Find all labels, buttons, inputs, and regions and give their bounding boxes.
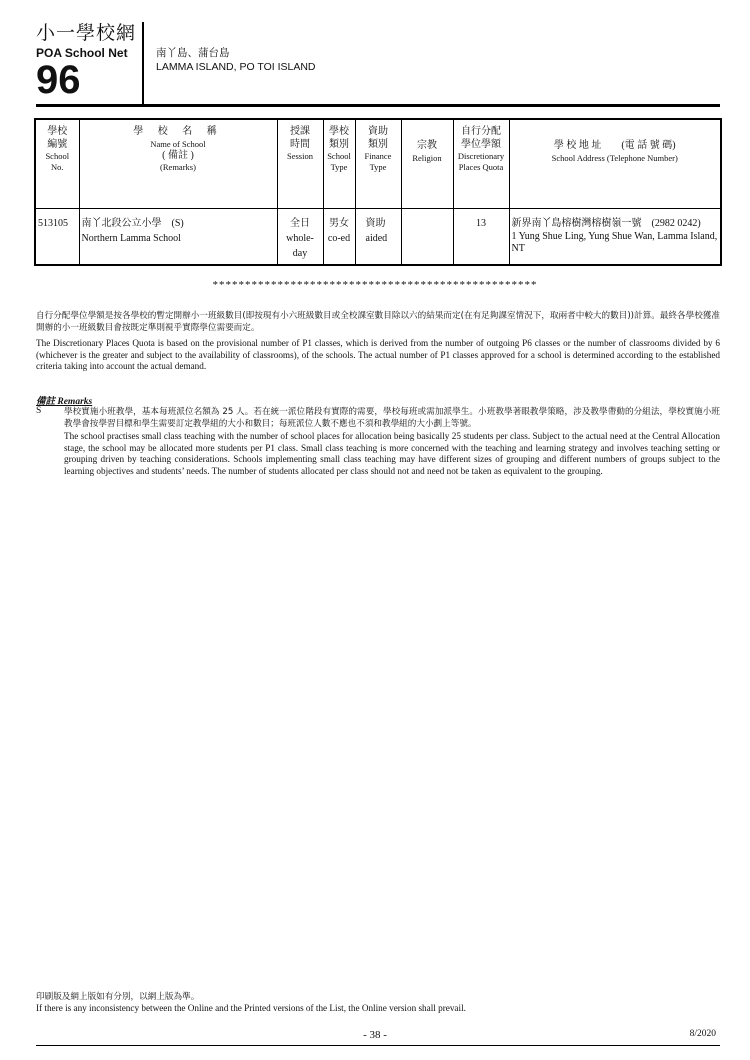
footer-note-zh: 印刷版及網上版如有分別，以網上版為準。 xyxy=(36,992,200,1002)
col-school-type: 學校 類別 School Type xyxy=(323,119,355,209)
footer-rule xyxy=(36,1045,720,1046)
col-school-name: 學 校 名 稱 Name of School ( 備註 ) (Remarks) xyxy=(79,119,277,209)
district-en: LAMMA ISLAND, PO TOI ISLAND xyxy=(156,61,316,73)
religion-cell xyxy=(401,209,453,266)
remark-en: The school practises small class teaching with the number of school places for allocation being basically 25 students per class. Subject to the actual need at the Central Allocation stage, the school may be allocated more students per P1 class. Small class teaching is more concerned with the teaching and learning strategy and involves teaching setting or grouping driven by teaching considerations. Schools implementing small class teaching may have different sizes of grouping and different numbers of groups subject to the learning objectives and students’ needs. The number of students allocated per class should not and need not be taken as equivalent to the grouping. xyxy=(64,431,720,476)
page-number: - 38 - xyxy=(363,1029,387,1041)
title-en: POA School Net xyxy=(36,46,128,60)
address-en: 1 Yung Shue Ling, Yung Shue Wan, Lamma Island, NT xyxy=(511,231,718,254)
edition-date: 8/2020 xyxy=(689,1029,716,1039)
separator: ************************************************** xyxy=(212,279,538,291)
district-header xyxy=(156,46,316,74)
table-row xyxy=(35,209,721,266)
remark-zh: 學校實施小班教學，基本每班派位名額為 25 人。若在統一派位階段有實際的需要，學校每班或需加派學生。小班教學著眼教學策略，涉及教學帶動的分組法，學校實施小班教學會按學習目標和學生需要訂定教學組的大小和數目；每班派位人數不應也不須和教學組的大小劃上等號。 xyxy=(64,407,720,429)
col-session: 授課 時間 Session xyxy=(277,119,323,209)
address-zh: 新界南丫島榕樹灣榕樹嶺一號 (2982 0242) xyxy=(511,218,701,229)
title-zh: 小一學校網 xyxy=(36,22,137,44)
school-no-cell: 513105 xyxy=(35,209,79,266)
school-name-zh: 南丫北段公立小學 (S) xyxy=(81,218,184,229)
school-type-cell: 男女 co-ed xyxy=(323,209,355,266)
dp-note-zh: 自行分配學位學額是按各學校的暫定開辦小一班級數目(即按現有小六班級數目或全校課室數目除以六的結果而定(在有足夠課室情況下，取兩者中較大的數目))計算。最終各學校獲准開辦的小一班級數目會按既定準則視乎實際學位需要而定。 xyxy=(36,311,720,333)
dp-note-en: The Discretionary Places Quota is based on the provisional number of P1 classes, which is derived from the number of outgoing P6 classes or the number of classrooms divided by 6 (whichever is the greater and subject to the availability of classrooms), of the schools. The actual number of P1 classes approved for a school is determined according to the established criteria taking into account the actual demand. xyxy=(36,338,720,371)
school-net-header xyxy=(36,22,144,104)
finance-type-cell: 資助 aided xyxy=(355,209,401,266)
remark-body xyxy=(64,406,720,477)
session-cell: 全日 whole-day xyxy=(277,209,323,266)
remark-key: S xyxy=(36,406,42,416)
col-finance-type: 資助 類別 Finance Type xyxy=(355,119,401,209)
remarks-heading: 備註 Remarks xyxy=(36,397,93,407)
district-zh: 南丫島、蒲台島 xyxy=(156,47,230,59)
school-name-cell xyxy=(79,209,277,266)
footer-note-en: If there is any inconsistency between the Online and the Printed versions of the List, the Online version shall prevail. xyxy=(36,1003,466,1013)
table-header-row xyxy=(35,119,721,209)
col-school-no: 學校 編號 School No. xyxy=(35,119,79,209)
header-rule xyxy=(36,104,720,107)
col-religion: 宗教 Religion xyxy=(401,119,453,209)
dp-quota-cell: 13 xyxy=(453,209,509,266)
col-dp-quota: 自行分配 學位學額 Discretionary Places Quota xyxy=(453,119,509,209)
school-net-number: 96 xyxy=(36,58,81,102)
address-cell xyxy=(509,209,721,266)
school-name-en: Northern Lamma School xyxy=(81,233,181,244)
col-address: 學 校 地 址 (電 話 號 碼) School Address (Telephone Number) xyxy=(509,119,721,209)
school-table xyxy=(34,118,722,266)
